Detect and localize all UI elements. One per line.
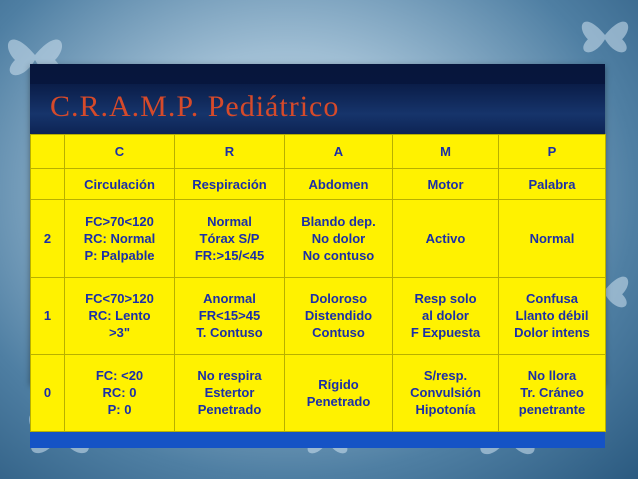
cell-line: Penetrado [306, 393, 371, 409]
table-row [31, 277, 606, 354]
subheader-palabra: Palabra [499, 169, 606, 200]
cell-line: No contuso [302, 247, 375, 263]
cell-respiracion [175, 200, 285, 277]
cell-line: Penetrado [197, 402, 262, 418]
cell-motor [393, 354, 499, 431]
slide-title: C.R.A.M.P. Pediátrico [50, 90, 340, 123]
cell-line: Rígido [318, 376, 359, 392]
header-row [31, 135, 606, 169]
cell-palabra [499, 277, 606, 354]
cell-line: FC: <20 [95, 368, 144, 384]
cell-line: Estertor [204, 385, 255, 401]
cell-line: FR:>15/<45 [194, 247, 265, 263]
cell-line: Hipotonía [415, 402, 476, 418]
cell-circulacion [65, 277, 175, 354]
corner-cell [31, 169, 65, 200]
cell-line: Blando dep. [301, 213, 376, 229]
cell-line: FC>70<120 [85, 213, 154, 229]
table-row [31, 200, 606, 277]
subheader-abdomen: Abdomen [285, 169, 393, 200]
score-cell: 0 [31, 354, 65, 431]
cell-line: Distendido [304, 308, 373, 324]
cell-line: Tr. Cráneo [520, 385, 584, 401]
slide-panel [30, 64, 605, 418]
cell-line: Dolor intens [514, 325, 590, 341]
cell-line: Confusa [526, 291, 578, 307]
cell-line: No dolor [311, 230, 366, 246]
subheader-circulacion: Circulación [65, 169, 175, 200]
cell-line: No respira [197, 368, 262, 384]
cell-line: RC: Lento [88, 308, 151, 324]
score-cell: 2 [31, 200, 65, 277]
cell-palabra [499, 354, 606, 431]
cell-line: P: 0 [107, 402, 132, 418]
subheader-row [31, 169, 606, 200]
cell-line: Normal [207, 213, 252, 229]
header-m: M [393, 135, 499, 169]
header-p: P [499, 135, 606, 169]
cell-line: Tórax S/P [199, 230, 260, 246]
cell-line: Doloroso [309, 291, 368, 307]
cell-palabra [499, 200, 606, 277]
cell-line: Convulsión [410, 385, 481, 401]
cell-motor [393, 200, 499, 277]
cramp-table [30, 134, 606, 432]
butterfly-icon [575, 5, 635, 65]
cell-line: penetrante [518, 402, 586, 418]
cell-line: al dolor [422, 308, 469, 324]
corner-cell [31, 135, 65, 169]
cell-line: F Expuesta [410, 325, 481, 341]
subheader-motor: Motor [393, 169, 499, 200]
cell-line: T. Contuso [196, 325, 263, 341]
cell-line: Contuso [312, 325, 365, 341]
cell-line: Activo [425, 230, 466, 246]
cell-line: >3" [109, 325, 130, 341]
bottom-strip [30, 432, 605, 448]
cell-respiracion [175, 277, 285, 354]
cell-line: FC<70>120 [85, 291, 154, 307]
cell-line: FR<15>45 [198, 308, 261, 324]
cell-line: Normal [529, 230, 575, 246]
cell-circulacion [65, 354, 175, 431]
cell-line: RC: 0 [102, 385, 137, 401]
cell-motor [393, 277, 499, 354]
cell-respiracion [175, 354, 285, 431]
cell-line: Resp solo [414, 291, 477, 307]
header-a: A [285, 135, 393, 169]
header-r: R [175, 135, 285, 169]
cell-abdomen [285, 200, 393, 277]
table-row [31, 354, 606, 431]
cell-line: No llora [527, 368, 577, 384]
cell-line: P: Palpable [84, 247, 155, 263]
cell-circulacion [65, 200, 175, 277]
cell-line: S/resp. [423, 368, 468, 384]
cell-abdomen [285, 354, 393, 431]
cell-line: Anormal [203, 291, 256, 307]
cell-line: Llanto débil [515, 308, 589, 324]
score-cell: 1 [31, 277, 65, 354]
header-c: C [65, 135, 175, 169]
cell-abdomen [285, 277, 393, 354]
cell-line: RC: Normal [83, 230, 156, 246]
subheader-respiracion: Respiración [175, 169, 285, 200]
